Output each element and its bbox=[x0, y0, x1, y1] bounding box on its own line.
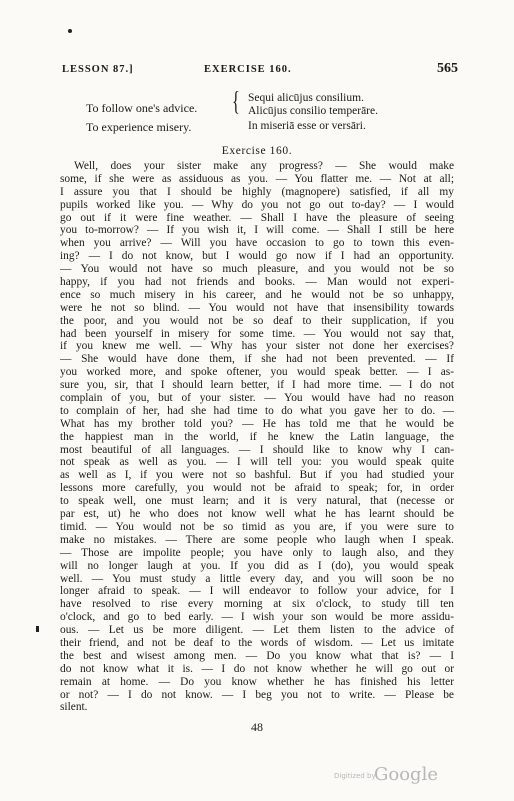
phrase-latin: Sequi alicūjus consilium. bbox=[248, 92, 364, 104]
phrase-latin: Alicūjus consilio temperāre. bbox=[248, 105, 378, 117]
text-line: do not know what it is. — I do not know whether he will go out or bbox=[60, 662, 454, 675]
brace-icon: { bbox=[232, 86, 240, 116]
text-line: most beautiful of all languages. — I should like to know why I can- bbox=[60, 443, 454, 456]
text-line: you to-morrow? — If you wish it, I will come. — Shall I still be here bbox=[60, 224, 454, 237]
text-line: silent. bbox=[60, 701, 88, 714]
text-line: or not? — I do not know. — I beg you not to write. — Please be bbox=[60, 688, 454, 701]
text-line: What has my brother told you? — He has told me that he would be bbox=[60, 417, 454, 430]
header-lesson: LESSON 87.] bbox=[62, 64, 134, 75]
phrase-latin: In miseriā esse or versāri. bbox=[248, 120, 366, 132]
text-line: have resolved to rise every morning at six o'clock, to study till ten bbox=[60, 598, 454, 611]
running-header bbox=[62, 61, 458, 80]
text-line: the happiest man in the world, if he knew the Latin language, the bbox=[60, 430, 454, 443]
text-line: if you knew me well. — Why has your sister not done her exercises? bbox=[60, 340, 454, 353]
text-line: — She would have done them, if she had not been prevented. — If bbox=[60, 353, 454, 366]
watermark-brand: Google bbox=[374, 764, 438, 785]
text-line: will no longer laugh at you. If you did as I (do), you would speak bbox=[60, 559, 454, 572]
text-line: were he not so blind. — You would not have that insensibility towards bbox=[60, 301, 454, 314]
text-line: remain at home. — Do you know whether he has finished his letter bbox=[60, 675, 454, 688]
text-line: Well, does your sister make any progress? — She would make bbox=[74, 160, 454, 172]
text-line: sure you, sir, that I should learn better, if I had more time. — I do not bbox=[60, 379, 454, 392]
text-line: the poor, and you would not be so deaf to their supplication, if you bbox=[60, 314, 454, 327]
phrase-english: To follow one's advice. bbox=[86, 101, 198, 115]
signature-mark: 48 bbox=[251, 720, 263, 734]
exercise-body bbox=[60, 160, 454, 714]
ink-dot bbox=[68, 29, 72, 33]
text-line: complain of you, but of your sister. — You would have had no reason bbox=[60, 392, 454, 405]
text-line: well. — You must study a little every day, and you will soon be no bbox=[60, 572, 454, 585]
text-line: had been yourself in misery for some time. — You would not say that, bbox=[60, 327, 454, 340]
text-line: some, if she were as assiduous as you. — You flatter me. — Not at all; bbox=[60, 172, 454, 185]
text-line: — Those are impolite people; you have only to laugh also, and they bbox=[60, 546, 454, 559]
digitized-watermark bbox=[334, 764, 444, 786]
text-line: their friend, and not be deaf to the words of wisdom. — Let us imitate bbox=[60, 636, 454, 649]
text-line: when you arrive? — Will you have occasion to go to town this even- bbox=[60, 237, 454, 250]
text-line: go out if it were fine weather. — Shall I have the pleasure of seeing bbox=[60, 211, 454, 224]
text-line: make no mistakes. — There are some people who laugh when I speak. bbox=[60, 533, 454, 546]
watermark-prefix: Digitized by bbox=[334, 772, 376, 780]
text-line: ous. — Let us be more diligent. — Let them listen to the advice of bbox=[60, 624, 454, 637]
text-line: not speak as well as you. — I will tell you: you would speak quite bbox=[60, 456, 454, 469]
text-line: pupils worked like you. — Why do you not go out to-day? — I would bbox=[60, 198, 454, 211]
text-line: — You would not have so much pleasure, and you would not be so bbox=[60, 263, 454, 276]
text-line: o'clock, and go to bed early. — I wish your son would be more assidu- bbox=[60, 611, 454, 624]
text-line: you worked more, and spoke oftener, you would speak better. — I as- bbox=[60, 366, 454, 379]
text-line: to complain of her, had she had time to do what you gave her to do. — bbox=[60, 404, 454, 417]
text-line: timid. — You would not be so timid as you are, if you were sure to bbox=[60, 520, 454, 533]
margin-mark bbox=[36, 626, 39, 632]
text-line: happy, if you had not friends and books. — Man would not experi- bbox=[60, 276, 454, 289]
text-line: lessons more carefully, you would not be afraid to speak; for, in order bbox=[60, 482, 454, 495]
exercise-title: Exercise 160. bbox=[221, 145, 293, 157]
text-line: I assure you that I should be highly (magnopere) satisfied, if all my bbox=[60, 185, 454, 198]
phrase-english: To experience misery. bbox=[86, 120, 192, 134]
page-number: 565 bbox=[437, 61, 458, 76]
text-line: par est, ut) he who does not know well what he has learnt should be bbox=[60, 508, 454, 521]
text-line: as well as I, if you were not so bashful. But if you had studied your bbox=[60, 469, 454, 482]
text-line: ing? — I do not know, but I would go now if I had an opportunity. bbox=[60, 250, 454, 263]
text-line: to speak well, one must learn; and it is very natural, that (necesse or bbox=[60, 495, 454, 508]
header-exercise: EXERCISE 160. bbox=[204, 64, 292, 75]
text-line: the best and wisest among men. — Do you know what that is? — I bbox=[60, 649, 454, 662]
text-line: longer afraid to speak. — I will endeavor to follow your advice, for I bbox=[60, 585, 454, 598]
text-line: ence so much misery in his career, and he would not be so unhappy, bbox=[60, 288, 454, 301]
phrase-list bbox=[86, 86, 426, 138]
